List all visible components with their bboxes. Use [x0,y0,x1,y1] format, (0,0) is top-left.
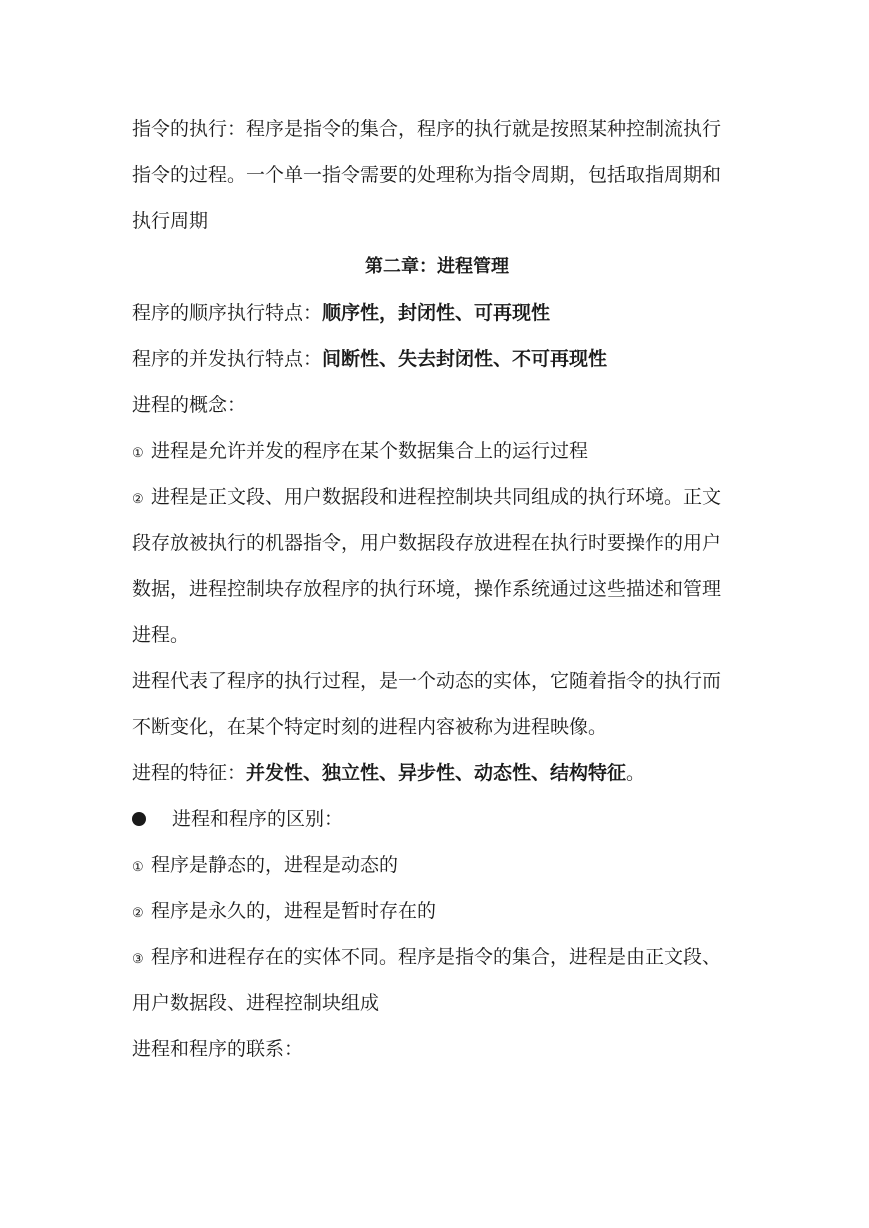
text-line: 段存放被执行的机器指令，用户数据段存放进程在执行时要操作的用户 [132,532,722,554]
difference-title: 进程和程序的区别： [172,808,344,830]
concurrent-features-value: 间断性、失去封闭性、不可再现性 [322,348,608,370]
text-line: 用户数据段、进程控制块组成 [132,992,380,1014]
concurrent-features-label: 程序的并发执行特点： [132,348,323,370]
difference-item-text: 程序是静态的，进程是动态的 [151,854,399,876]
bullet-icon [132,812,146,826]
process-concept-title: 进程的概念： [132,394,247,416]
concept-item-text: 进程是允许并发的程序在某个数据集合上的运行过程 [151,440,589,462]
process-features-suffix: 。 [626,762,646,784]
chapter-heading: 第二章：进程管理 [365,256,509,277]
circled-number-1: ① [132,860,144,875]
difference-title-line [132,796,742,842]
text-line: 进程。 [132,624,190,646]
concept-item-text: 进程是正文段、用户数据段和进程控制块共同组成的执行环境。正文 [151,486,722,508]
process-features-value: 并发性、独立性、异步性、动态性、结构特征 [246,762,627,784]
text-line: 执行周期 [132,210,209,232]
text-line: 不断变化，在某个特定时刻的进程内容被称为进程映像。 [132,716,608,738]
sequential-features-value: 顺序性，封闭性、可再现性 [322,302,551,324]
text-line: 指令的过程。一个单一指令需要的处理称为指令周期，包括取指周期和 [132,164,722,186]
difference-item-text: 程序和进程存在的实体不同。程序是指令的集合，进程是由正文段、 [151,946,722,968]
circled-number-2: ② [132,906,144,921]
circled-number-2: ② [132,492,144,507]
sequential-features-line [132,290,742,336]
difference-item-text: 程序是永久的，进程是暂时存在的 [151,900,437,922]
text-line: 数据，进程控制块存放程序的执行环境，操作系统通过这些描述和管理 [132,578,722,600]
text-line: 指令的执行：程序是指令的集合，程序的执行就是按照某种控制流执行 [132,118,722,140]
circled-number-1: ① [132,446,144,461]
process-features-label: 进程的特征： [132,762,247,784]
text-line: 进程代表了程序的执行过程，是一个动态的实体，它随着指令的执行而 [132,670,722,692]
difference-item-2 [132,888,742,934]
relation-title: 进程和程序的联系： [132,1038,304,1060]
sequential-features-label: 程序的顺序执行特点： [132,302,323,324]
concurrent-features-line [132,336,742,382]
difference-item-3 [132,934,742,980]
document-page [132,106,742,1072]
concept-item-2 [132,474,742,520]
difference-item-1 [132,842,742,888]
process-features-line [132,750,742,796]
circled-number-3: ③ [132,952,144,967]
concept-item-1 [132,428,742,474]
